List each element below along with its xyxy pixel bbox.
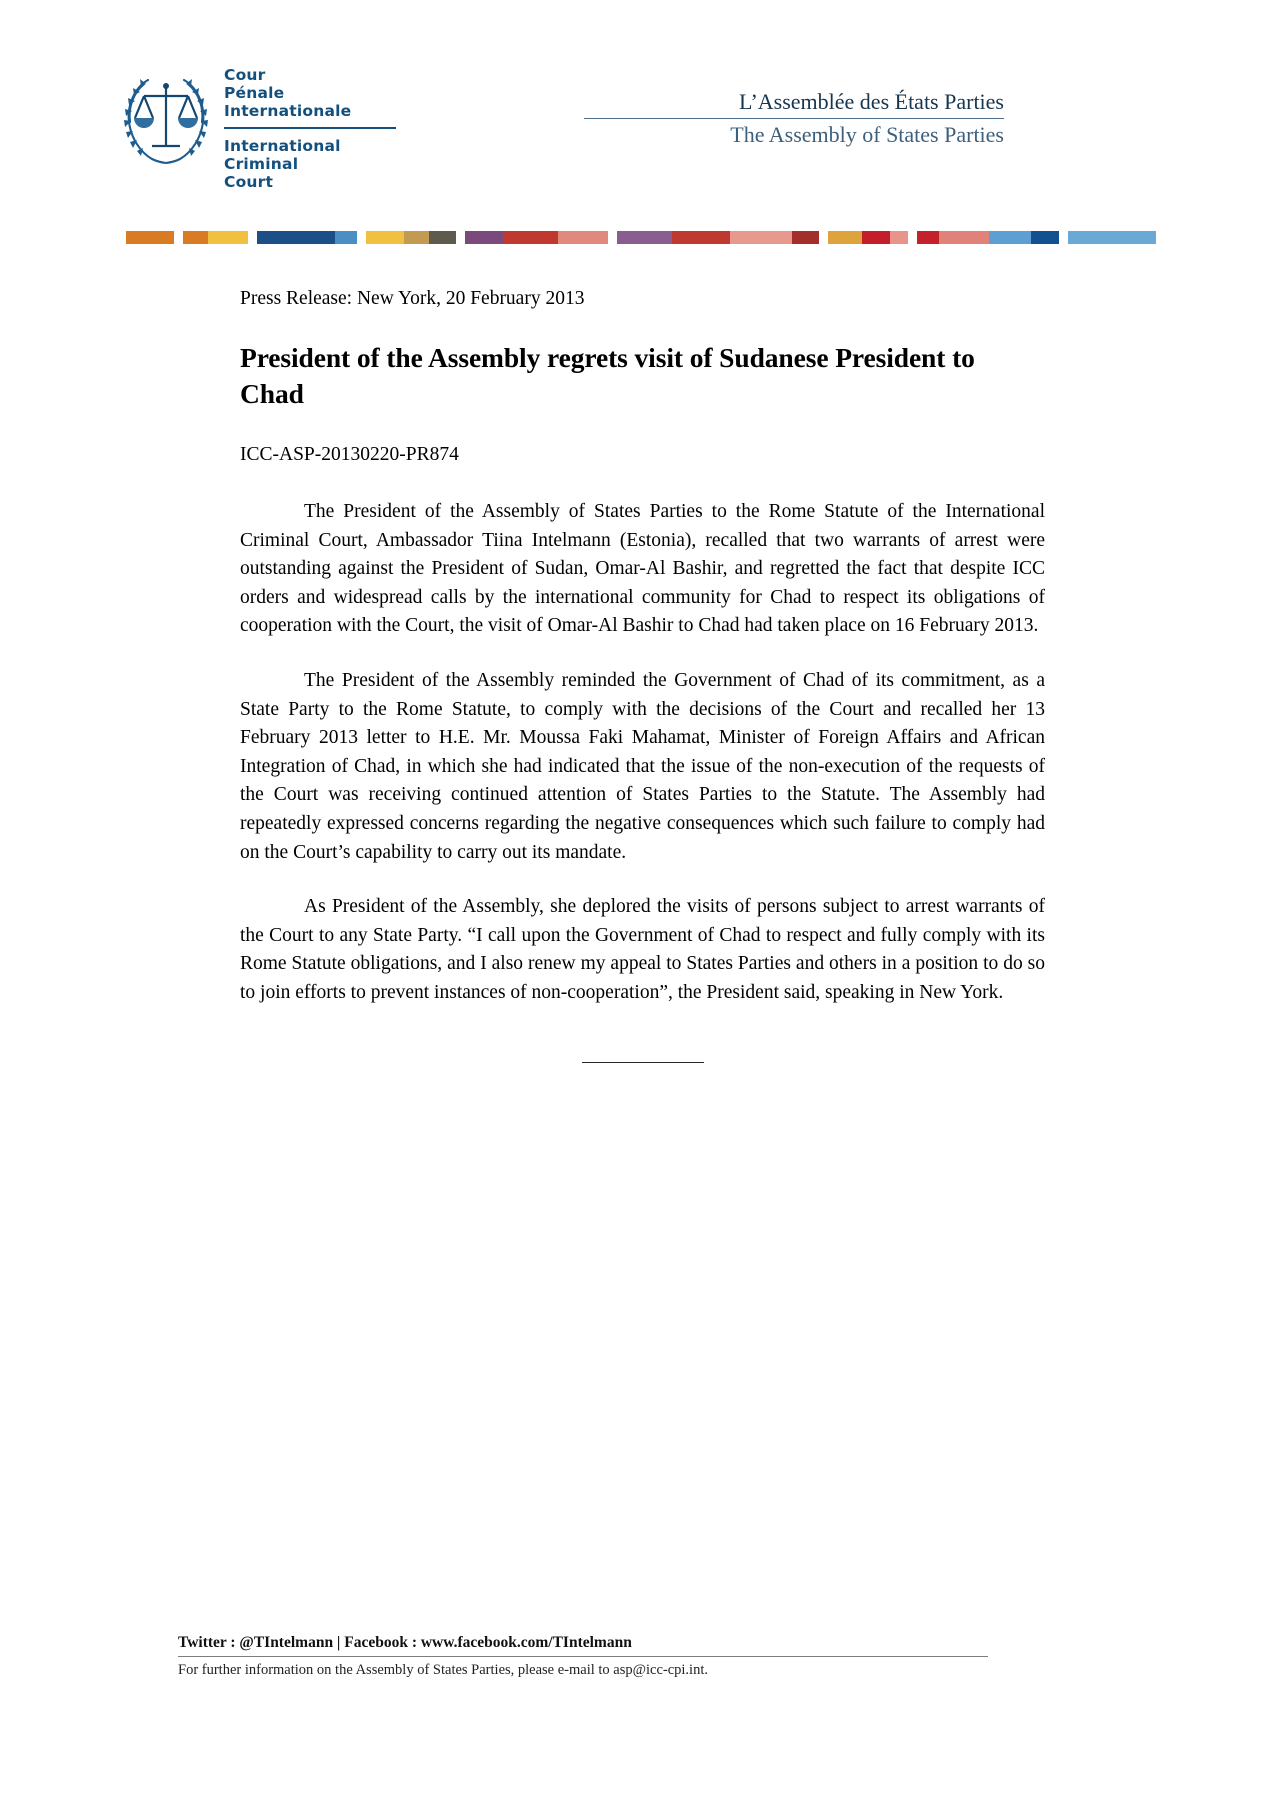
color-bar-group xyxy=(1068,231,1156,244)
assembly-title-french: L’Assemblée des États Parties xyxy=(739,89,1004,114)
assembly-title-english: The Assembly of States Parties xyxy=(730,122,1004,147)
logo-divider xyxy=(224,127,396,129)
color-bar-group xyxy=(828,231,908,244)
icc-logo xyxy=(118,62,396,191)
color-bar-segment xyxy=(558,231,608,244)
color-bar-segment xyxy=(989,231,1031,244)
color-bar-segment xyxy=(335,231,357,244)
assembly-title-block xyxy=(584,88,1004,149)
color-bar-segment xyxy=(183,231,208,244)
color-bar-group xyxy=(917,231,1059,244)
color-bar-segment xyxy=(208,231,248,244)
document-body xyxy=(240,286,1045,1068)
body-paragraph: The President of the Assembly of States Parties to the Rome Statute of the International Criminal Court, Ambassador Tiina Intelmann (Estonia), recalled that two warrants of arrest were outstanding against the President of Sudan, Omar-Al Bashir, and regretted the fact that despite ICC orders and widespread calls by the international community for Chad to respect its obligations of cooperation with the Court, the visit of Omar-Al Bashir to Chad had taken place on 16 February 2013. xyxy=(240,501,1045,637)
end-of-text-divider-wrap xyxy=(240,1050,1045,1068)
body-paragraph: As President of the Assembly, she deplored the visits of persons subject to arrest warrants of the Court to any State Party. “I call upon the Government of Chad to respect and fully comply with its Rome Statute obligations, and I also renew my appeal to States Parties and others in a position to do so to join efforts to prevent instances of non-cooperation”, the President said, speaking in New York. xyxy=(240,896,1045,1003)
body-paragraphs xyxy=(240,498,1045,1008)
color-bar-segment xyxy=(1031,231,1059,244)
document-header xyxy=(0,0,1280,230)
document-footer xyxy=(178,1632,1118,1680)
color-bar-segment xyxy=(429,231,456,244)
icc-logo-text xyxy=(224,62,396,191)
reference-number: ICC-ASP-20130220-PR874 xyxy=(240,444,459,465)
footer-contact-info[interactable]: For further information on the Assembly of States Parties, please e-mail to asp@icc-cpi.int. xyxy=(178,1662,708,1678)
icc-logo-fr-line-3: Internationale xyxy=(224,102,352,120)
color-bar-group xyxy=(257,231,357,244)
icc-scales-laurel-emblem xyxy=(118,62,214,174)
footer-social-links[interactable]: Twitter : @TIntelmann | Facebook : www.facebook.com/TIntelmann xyxy=(178,1634,632,1651)
color-bar-group xyxy=(617,231,819,244)
color-bar-segment xyxy=(503,231,558,244)
color-bar-group xyxy=(183,231,248,244)
color-bar-segment xyxy=(617,231,672,244)
color-bar-group xyxy=(126,231,174,244)
color-bar-segment xyxy=(730,231,792,244)
color-bar-segment xyxy=(672,231,730,244)
page-title: President of the Assembly regrets visit of Sudanese President to Chad xyxy=(240,342,975,409)
color-bar-group xyxy=(465,231,608,244)
color-bar-segment xyxy=(404,231,429,244)
icc-logo-en-line-3: Court xyxy=(224,173,274,191)
icc-logo-fr-line-1: Cour xyxy=(224,66,266,84)
assembly-title-divider xyxy=(584,118,1004,119)
color-bar-segment xyxy=(890,231,908,244)
color-bar-segment xyxy=(465,231,503,244)
icc-logo-en-line-1: International xyxy=(224,137,341,155)
color-bar-segment xyxy=(828,231,862,244)
color-bar-segment xyxy=(257,231,335,244)
color-bar-segment xyxy=(792,231,819,244)
color-bar-segment xyxy=(862,231,890,244)
color-bar-segment xyxy=(366,231,404,244)
icc-logo-fr-line-2: Pénale xyxy=(224,84,285,102)
color-bar-segment xyxy=(126,231,174,244)
color-bar-group xyxy=(366,231,456,244)
decorative-color-bar xyxy=(126,231,1172,244)
color-bar-segment xyxy=(1068,231,1156,244)
color-bar-segment xyxy=(939,231,989,244)
icc-logo-en-line-2: Criminal xyxy=(224,155,299,173)
body-paragraph: The President of the Assembly reminded the Government of Chad of its commitment, as a State Party to the Rome Statute, to comply with the decisions of the Court and recalled her 13 February 2013 letter to H.E. Mr. Moussa Faki Mahamat, Minister of Foreign Affairs and African Integration of Chad, in which she had indicated that the issue of the non-execution of the requests of the Court was receiving continued attention of States Parties to the Statute. The Assembly had repeatedly expressed concerns regarding the negative consequences which such failure to comply had on the Court’s capability to carry out its mandate. xyxy=(240,669,1045,863)
end-of-text-divider xyxy=(582,1062,704,1063)
color-bar-segment xyxy=(917,231,939,244)
press-release-dateline: Press Release: New York, 20 February 2013 xyxy=(240,288,585,309)
